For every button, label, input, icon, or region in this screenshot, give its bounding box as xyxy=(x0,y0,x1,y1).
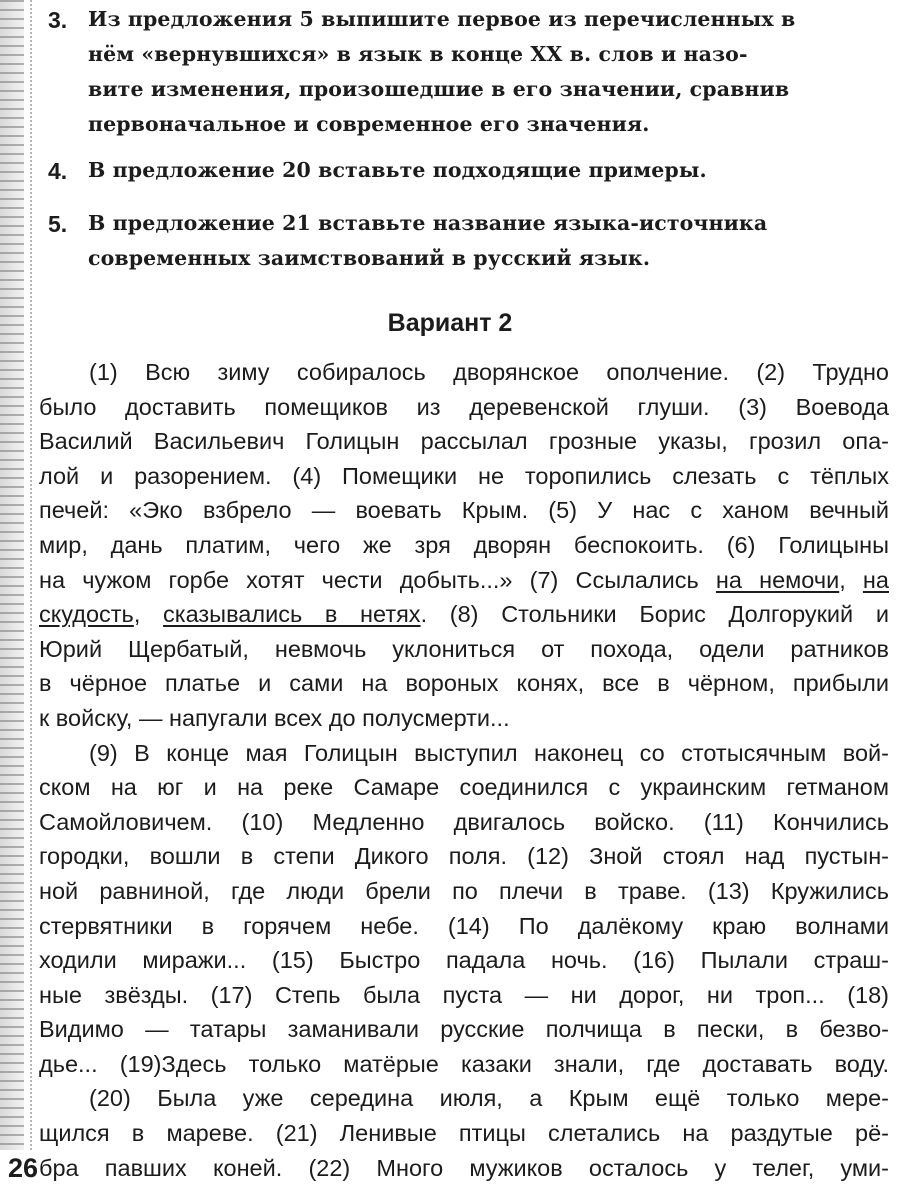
text-span: , xyxy=(133,601,164,628)
task-line: нём «вернувшихся» в язык в конце XX в. слов и назо- xyxy=(88,42,748,66)
task-line: В предложение 20 вставьте подходящие примеры. xyxy=(88,158,707,182)
text-line: печей: «Эко взбрело — воевать Крым. (5) У нас с ханом вечный xyxy=(39,497,889,524)
page-number: 26 xyxy=(8,1153,39,1183)
text-line: стервятники в горячем небе. (14) По далёкому краю волнами xyxy=(39,912,889,939)
task-text xyxy=(88,206,767,276)
task-text xyxy=(88,153,707,188)
text-span: , xyxy=(839,566,863,593)
task-line: Из предложения 5 выпишите первое из перечисленных в xyxy=(88,7,796,31)
text-line: дье... (19)Здесь только матёрые казаки знали, где доставать воду. xyxy=(39,1050,889,1077)
text-line: ной равниной, где люди брели по плечи в траве. (13) Кружились xyxy=(39,877,889,904)
text-span: на чужом горбе хотят чести добыть...» (7) Ссылались xyxy=(39,566,716,593)
text-line: ском на юг и на реке Самаре соединился с украинским гетманом xyxy=(39,774,889,801)
task-line: вите изменения, произошедшие в его значении, сравнив xyxy=(88,77,790,101)
margin-dotted-line xyxy=(30,0,32,1150)
text-line: (20) Была уже середина июля, а Крым ещё только мере- xyxy=(89,1085,889,1112)
underlined-phrase: на немочи xyxy=(715,566,840,593)
text-line: Видимо — татары заманивали русские полчища в пески, в безво- xyxy=(39,1016,889,1043)
text-line: бра павших коней. (22) Много мужиков осталось у телег, уми- xyxy=(39,1154,889,1181)
task-4 xyxy=(48,153,707,189)
text-line: было доставить помещиков из деревенской глуши. (3) Воевода xyxy=(39,393,889,420)
task-text xyxy=(88,2,795,142)
text-line: ные звёзды. (17) Степь была пуста — ни дорог, ни троп... (18) xyxy=(39,981,889,1008)
task-number: 5. xyxy=(48,211,68,237)
task-3 xyxy=(48,2,795,142)
task-line: современных заимствований в русский язык. xyxy=(88,246,651,270)
task-5 xyxy=(48,206,767,276)
task-line: В предложение 21 вставьте название языка-источника xyxy=(88,211,768,235)
variant-heading: Вариант 2 xyxy=(387,309,513,337)
text-line: лой и разорением. (4) Помещики не торопились слезать с тёплых xyxy=(39,462,889,489)
text-line: (1) Всю зиму собиралось дворянское ополчение. (2) Трудно xyxy=(89,359,889,385)
text-line xyxy=(39,563,889,598)
text-line xyxy=(39,597,889,632)
text-line: (9) В конце мая Голицын выступил наконец со стотысячным вой- xyxy=(89,739,889,766)
text-line: Юрий Щербатый, невмочь уклониться от похода, одели ратников xyxy=(39,635,889,662)
text-line: городки, вошли в степи Дикого поля. (12) Зной стоял над пустын- xyxy=(39,843,889,870)
text-line: мир, дань платим, чего же зря дворян беспокоить. (6) Голицыны xyxy=(39,531,889,558)
text-line: ходили миражи... (15) Быстро падала ночь. (16) Пылали страш- xyxy=(39,947,889,974)
text-line: к войску, — напугали всех до полусмерти... xyxy=(39,704,510,731)
task-number: 4. xyxy=(48,158,68,184)
underlined-phrase: сказывались в нетях xyxy=(163,601,421,628)
story-text xyxy=(39,355,889,1185)
text-line: Самойловичем. (10) Медленно двигалось войско. (11) Кончились xyxy=(39,808,889,835)
text-span: . (8) Стольники Борис Долгорукий и xyxy=(420,601,889,628)
underlined-phrase: на xyxy=(862,566,889,593)
text-line: в чёрное платье и сами на вороных конях, все в чёрном, прибыли xyxy=(39,670,889,697)
task-line: первоначальное и современное его значения. xyxy=(88,112,650,136)
text-line: Василий Васильевич Голицын рассылал грозные указы, грозил опа- xyxy=(39,428,889,455)
decorative-margin xyxy=(0,0,24,1150)
task-number: 3. xyxy=(48,7,68,33)
underlined-phrase: скудость xyxy=(39,601,134,628)
text-line: щился в мареве. (21) Ленивые птицы слетались на раздутые рё- xyxy=(39,1120,889,1147)
